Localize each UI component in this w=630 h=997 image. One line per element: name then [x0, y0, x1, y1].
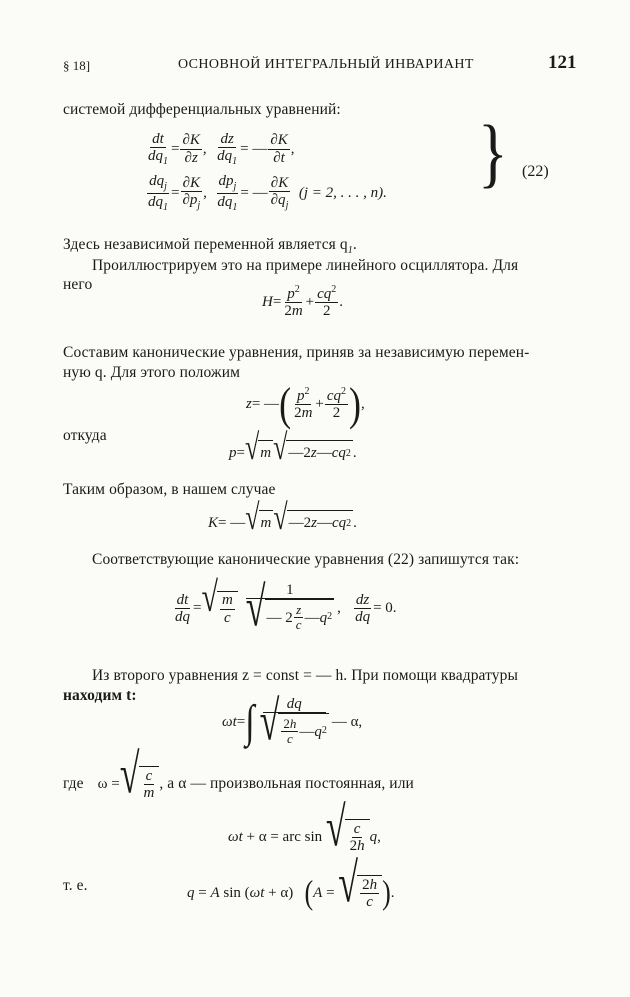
- paragraph-oscillator-2: него: [63, 276, 93, 293]
- k-formula: K = — √ m √ —2 z — cq 2 .: [208, 496, 357, 538]
- paragraph-oscillator-1: Проиллюстрируем это на примере линейного осциллятора. Для: [92, 257, 519, 274]
- p-formula: p = √ m √ —2 z — cq 2 .: [229, 426, 357, 468]
- paragraph-canonical-2: ную q. Для этого положим: [63, 364, 241, 381]
- equation-system-22: $\frac{dt}{dq_1}$ = $\frac{\partial K}{\partial z}$ , $\frac{dz}{dq_1}$ = — $\frac{\partial K}{\partial t}$ , $\frac{dq_j}{dq_1}$ = $\frac{\partial K}{\partial p_j}$ , $\frac{dp_j}{dq_1}$ = — $\frac{\partial K}{\partial q_j}$ (j = 2, . . . , n).: [148, 130, 387, 213]
- right-brace: }: [478, 110, 508, 196]
- paragraph-intro: системой дифференциальных уравнений:: [63, 101, 341, 118]
- dt-dq-formula: $\frac{dt}{dq}$ = √ $\frac{m}{c}$ 1 √ — 2 $\frac{z}{c}$ — q 2 , $\frac{dz}{dq}$ = 0.: [175, 574, 397, 639]
- paragraph-independent-variable: Здесь независимой переменной является $q_1$.: [63, 236, 357, 257]
- hamiltonian-formula: H = $\frac{p^2}{2m}$ + $\frac{cq^2}{2}$ .: [262, 284, 344, 320]
- running-title: ОСНОВНОЙ ИНТЕГРАЛЬНЫЙ ИНВАРИАНТ: [178, 57, 474, 72]
- paragraph-corresponding: Соответствующие канонические уравнения (22) запишутся так:: [92, 551, 520, 568]
- paragraph-second-equation-2: находим t:: [63, 687, 137, 704]
- page-number: 121: [548, 52, 577, 73]
- final-solution-formula: q = A sin ( ωt + α) ( A = √ $\frac{2h}{c}$ ) .: [187, 852, 395, 915]
- equation-number-22: (22): [522, 163, 549, 180]
- z-formula: z = — ( $\frac{p^2}{2m}$ + $\frac{cq^2}{2}$ ) ,: [246, 378, 365, 430]
- paragraph-canonical-1: Составим канонические уравнения, приняв за независимую перемен-: [63, 344, 530, 361]
- arcsin-formula: ωt + α = arc sin √ $\frac{c}{2h}$ q ,: [228, 796, 381, 859]
- paragraph-second-equation-1: Из второго уравнения z = const = — h. При помощи квадратуры: [92, 667, 519, 684]
- omega-definition: где ω = √ $\frac{c}{m}$ , а α — произвольная постоянная, или: [63, 743, 414, 806]
- equation-range: (j = 2, . . . , n).: [298, 184, 387, 201]
- paragraph-whence: откуда: [63, 427, 107, 444]
- paragraph-ie: т. е.: [63, 877, 88, 894]
- section-label: § 18]: [63, 58, 91, 73]
- paragraph-our-case: Таким образом, в нашем случае: [63, 481, 276, 498]
- omega-t-integral: ωt = ∫ dq √ $\frac{2h}{c}$ — q 2 — α,: [222, 690, 363, 753]
